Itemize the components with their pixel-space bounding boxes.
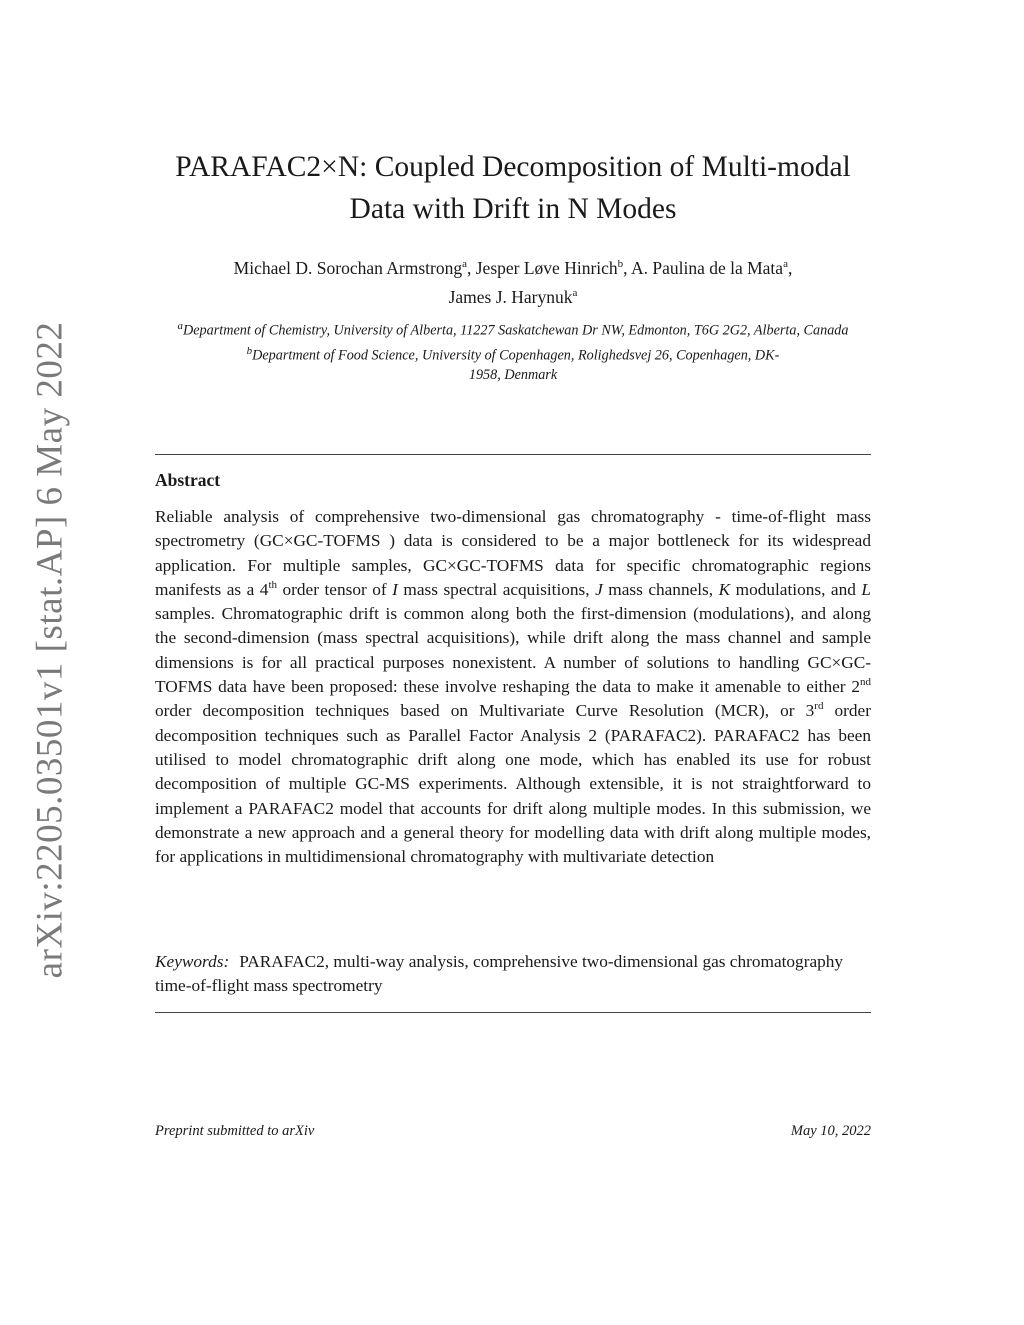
keywords-label: Keywords: [155, 952, 230, 971]
preprint-note: Preprint submitted to arXiv [155, 1123, 315, 1139]
affiliation-mark: b [246, 344, 253, 357]
author: A. Paulina de la Mata [630, 257, 784, 278]
author-affiliation-mark: b [617, 258, 624, 270]
affiliation-mark: a [177, 320, 183, 332]
author: James J. Harynuk [448, 286, 573, 307]
author-affiliation-mark: a [572, 286, 578, 299]
title-line-2: Data with Drift in N Modes [349, 193, 677, 225]
affiliation-a: $^a$Department of Chemistry, University of Alberta, 11227 Saskatchewan Dr NW, Edmonton, T6G 2G2, Alberta, Canada [177, 320, 849, 339]
author: Michael D. Sorochan Armstrong [233, 257, 463, 278]
title-line-1: PARAFAC2×N: Coupled Decomposition of Multi-modal [175, 151, 851, 183]
keywords [155, 950, 871, 999]
top-rule [155, 454, 871, 455]
affiliations [150, 316, 876, 385]
author-affiliation-mark: a [462, 258, 467, 270]
keywords-text: PARAFAC2, multi-way analysis, comprehensive two-dimensional gas chromatography time-of-flight mass spectrometry [155, 952, 844, 996]
author-list: Michael D. Sorochan Armstrong$^a$, Jesper Løve Hinrich$^b$, A. Paulina de la Mata$^a$, James J. Harynuk$^a$ [233, 257, 793, 307]
affiliation-b: $^b$Department of Food Science, University of Copenhagen, Rolighedsvej 26, Copenhagen, DK-1958, Denmark [246, 344, 780, 384]
abstract-heading: Abstract [155, 470, 221, 490]
author-affiliation-mark: a [783, 258, 788, 270]
footer-date: May 10, 2022 [790, 1123, 871, 1139]
author: Jesper Løve Hinrich [475, 257, 618, 278]
arxiv-identifier: arXiv:2205.03501v1 [stat.AP] 6 May 2022 [29, 321, 71, 979]
paper-title [155, 146, 871, 230]
bottom-rule [155, 1012, 871, 1013]
abstract-text: Reliable analysis of comprehensive two-dimensional gas chromatography - time-of-flight mass spectrometry (GC×GC-TOFMS ) data is considered to be a major bottleneck for its widespread application. For multiple samples, GC×GC-TOFMS data for specific chromatographic regions manifests as a 4th order tensor of I mass spectral acquisitions, J mass channels, K modulations, and L samples. Chromatographic drift is common along both the first-dimension (modulations), and along the second-dimension (mass spectral acquisitions), while drift along the mass channel and sample dimensions is for all practical purposes nonexistent. A number of solutions to handling GC×GC-TOFMS data have been proposed: these involve reshaping the data to make it amenable to either 2nd order decomposition techniques based on Multivariate Curve Resolution (MCR), or 3rd order decomposition techniques such as Parallel Factor Analysis 2 (PARAFAC2). PARAFAC2 has been utilised to model chromatographic drift along one mode, which has enabled its use for robust decomposition of multiple GC-MS experiments. Although extensible, it is not straightforward to implement a PARAFAC2 model that accounts for drift along multiple modes. In this submission, we demonstrate a new approach and a general theory for modelling data with drift along multiple modes, for applications in multidimensional chromatography with multivariate detection [155, 507, 871, 867]
